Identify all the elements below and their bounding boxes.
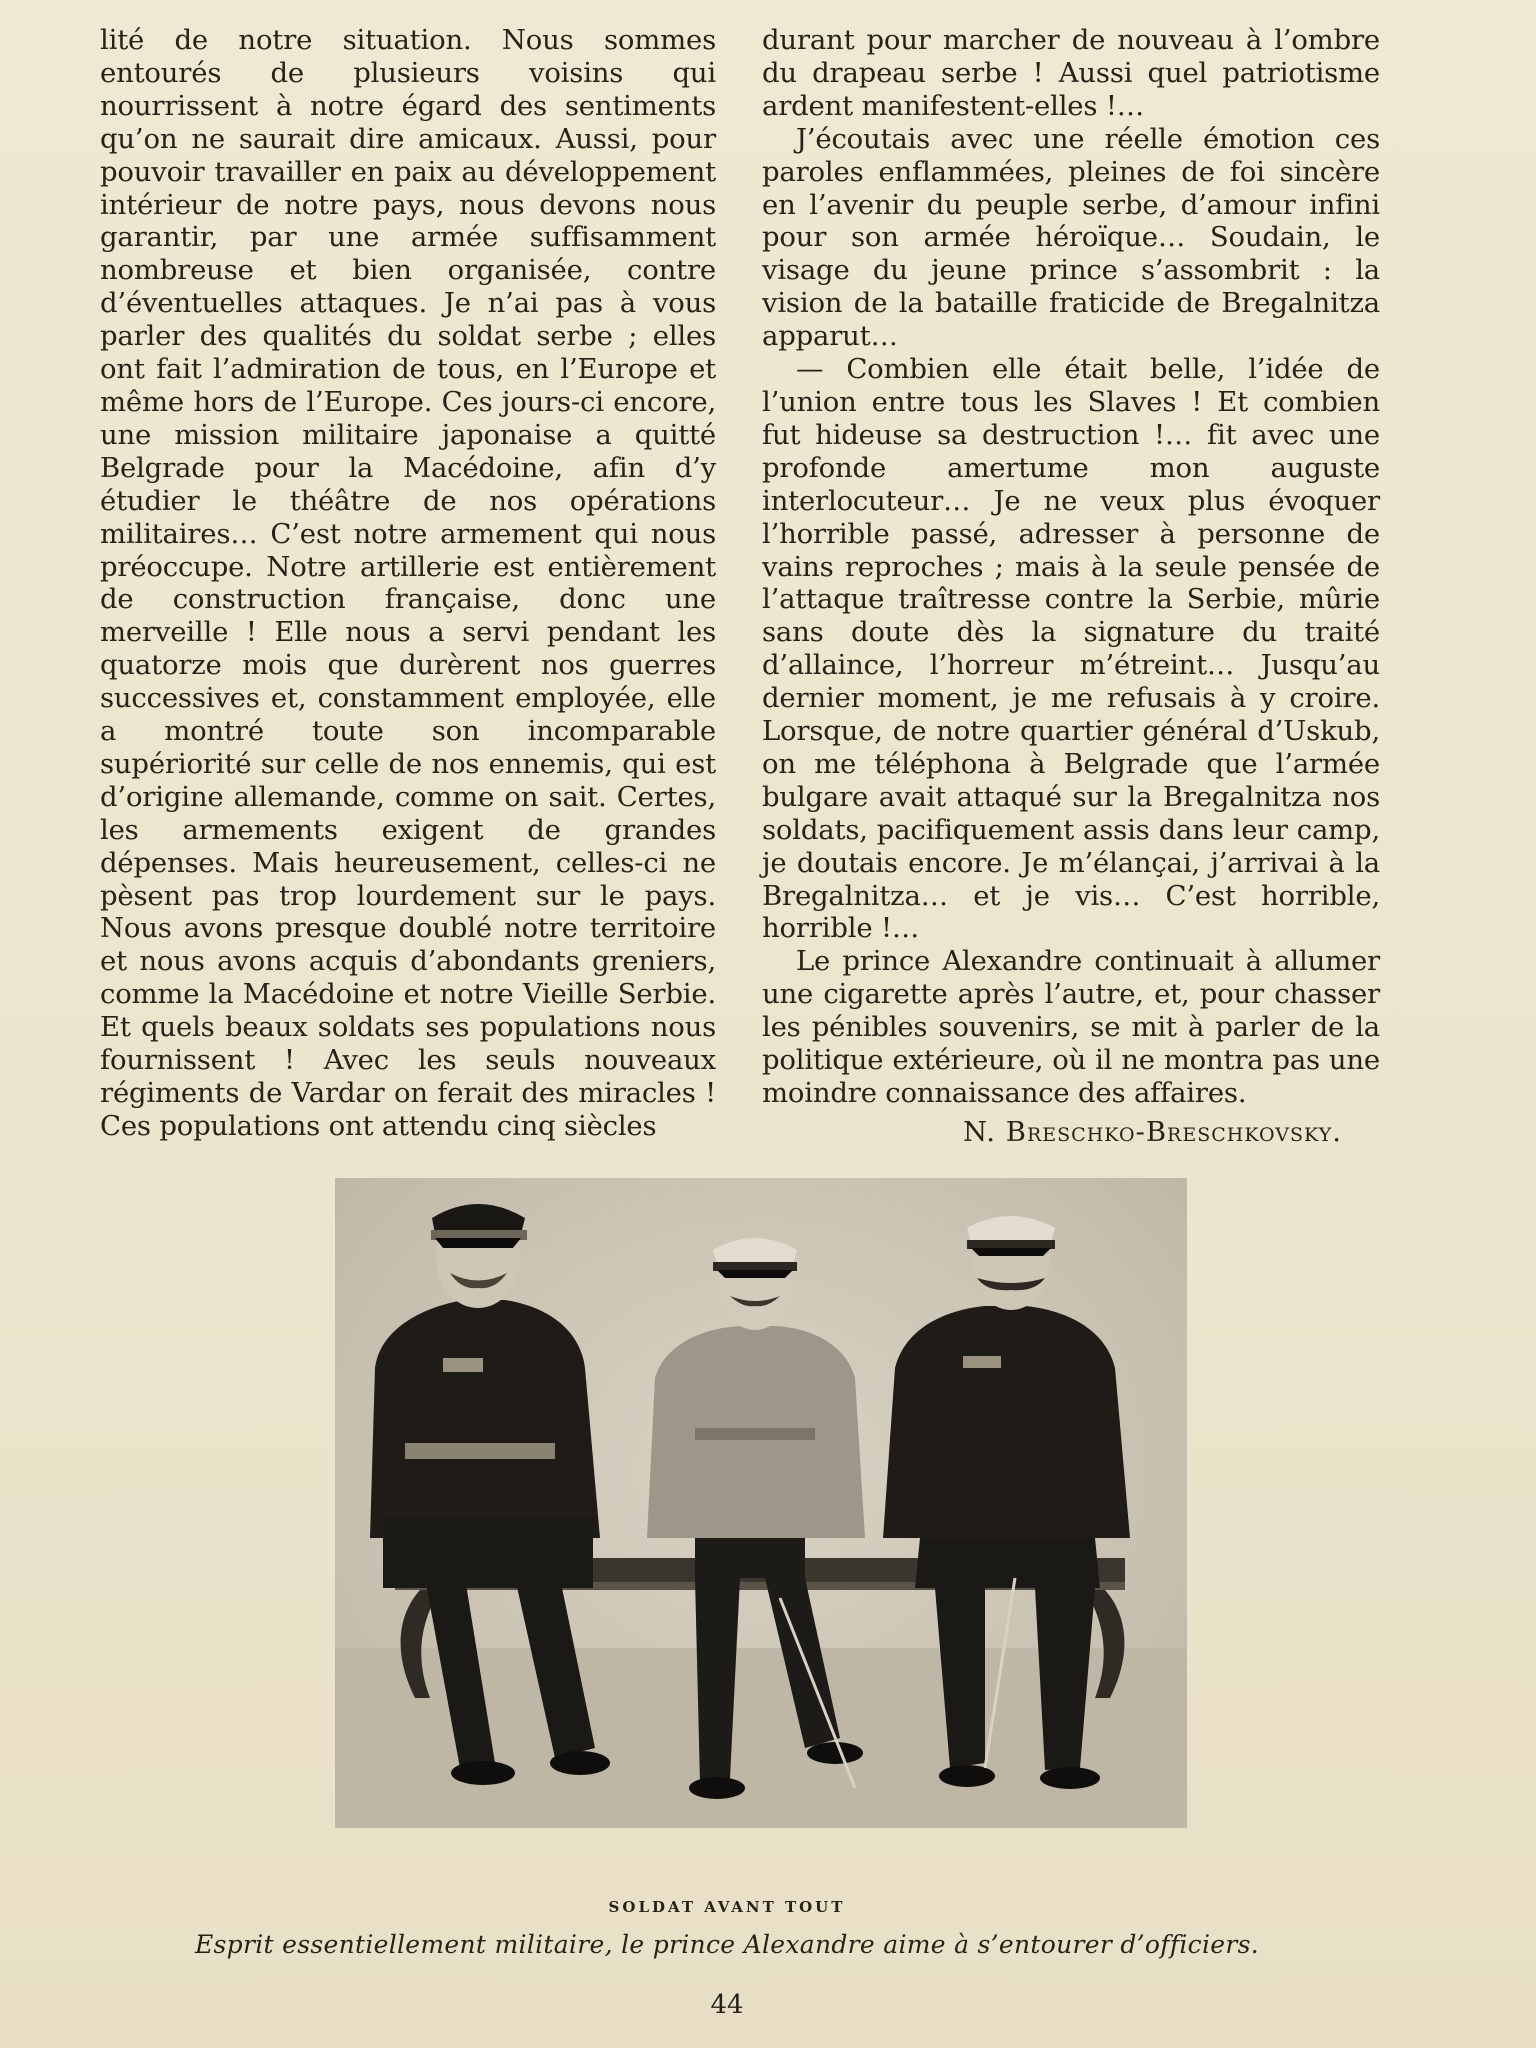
article-column-right <box>762 24 1380 1149</box>
photo-caption-title: SOLDAT AVANT TOUT <box>608 1898 846 1916</box>
author-name: N. Breschko-Breschkovsky. <box>963 1115 1342 1148</box>
paragraph: lité de notre situation. Nous sommes entourés de plusieurs voisins qui nourrissent à notre égard des sentiments qu’on ne saurait dire amicaux. Aussi, pour pouvoir travailler en paix au développement intérieur de notre pays, nous devons nous garantir, par une armée suffisamment nombreuse et bien organisée, contre d’éventuelles attaques. Je n’ai pas à vous parler des qualités du soldat serbe ; elles ont fait l’admiration de tous, en l’Europe et même hors de l’Europe. Ces jours-ci encore, une mission militaire japonaise a quitté Belgrade pour la Macédoine, afin d’y étudier le théâtre de nos opérations militaires… C’est notre armement qui nous préoccupe. Notre artillerie est entièrement de construction française, donc une merveille ! Elle nous a servi pendant les quatorze mois que durèrent nos guerres successives et, constamment employée, elle a montré toute son incomparable supériorité sur celle de nos ennemis, qui est d’origine allemande, comme on sait. Certes, les armements exigent de grandes dépenses. Mais heureusement, celles-ci ne pèsent pas trop lourdement sur le pays. Nous avons presque doublé notre territoire et nous avons acquis d’abondants greniers, comme la Macédoine et notre Vieille Serbie. Et quels beaux soldats ses populations nous fournissent ! Avec les seuls nouveaux régiments de Vardar on ferait des miracles ! Ces populations ont attendu cinq siècles <box>100 24 716 1142</box>
paragraph: durant pour marcher de nouveau à l’ombre du drapeau serbe ! Aussi quel patriotisme ardent manifestent-elles !… <box>762 24 1380 122</box>
paragraph: — Combien elle était belle, l’idée de l’union entre tous les Slaves ! Et combien fut hideuse sa destruction !… fit avec une profonde amertume mon auguste interlocuteur… Je ne veux plus évoquer l’horrible passé, adresser à personne de vains reproches ; mais à la seule pensée de l’attaque traîtresse contre la Serbie, mûrie sans doute dès la signature du traité d’allaince, l’horreur m’étreint… Jusqu’au dernier moment, je me refusais à y croire. Lorsque, de notre quartier général d’Uskub, on me téléphona à Belgrade que l’armée bulgare avait attaqué sur la Bregalnitza nos soldats, pacifiquement assis dans leur camp, je doutais encore. Je m’élançai, j’arrivai à la Bregalnitza… et je vis… C’est horrible, horrible !… <box>762 353 1380 945</box>
paragraph: J’écoutais avec une réelle émotion ces paroles enflammées, pleines de foi sincère en l’avenir du peuple serbe, d’amour infini pour son armée héroïque… Soudain, le visage du jeune prince s’assombrit : la vision de la bataille fraticide de Bregalnitza apparut… <box>762 122 1380 353</box>
photo-caption: Esprit essentiellement militaire, le prince Alexandre aime à s’entourer d’officiers. <box>195 1930 1259 1959</box>
article-column-left <box>100 24 716 1143</box>
officers-illustration <box>335 1178 1187 1828</box>
page-number: 44 <box>710 1990 744 2020</box>
photograph-three-officers <box>335 1178 1187 1828</box>
paragraph: Le prince Alexandre continuait à allumer une cigarette après l’autre, et, pour chasser les pénibles souvenirs, se mit à parler de la politique extérieure, où il ne montra pas une moindre connaissance des affaires. <box>762 945 1380 1109</box>
author-signature <box>762 1116 1380 1149</box>
